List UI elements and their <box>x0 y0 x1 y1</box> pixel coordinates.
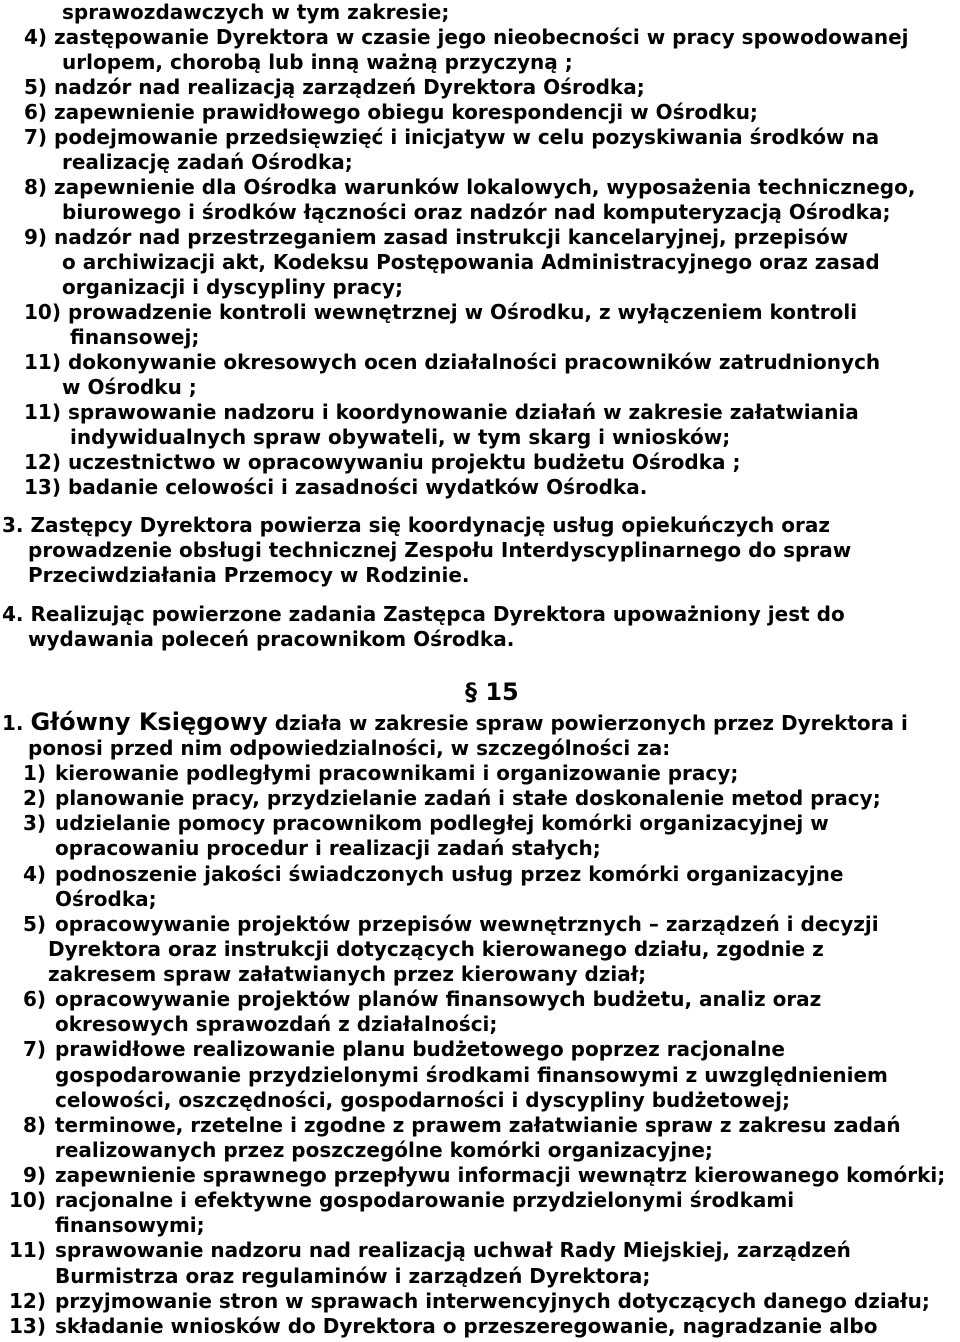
list-item <box>0 400 960 425</box>
paragraph-number: 1. <box>2 711 24 735</box>
paragraph-text: działa w zakresie spraw powierzonych przez Dyrektora i <box>274 711 908 735</box>
list-item-continuation: celowości, oszczędności, gospodarności i dyscypliny budżetowej; <box>55 1087 790 1112</box>
list-item-text: badanie celowości i zasadności wydatków Ośrodka. <box>67 475 648 499</box>
list-item-number: 4) <box>24 25 48 49</box>
list-item <box>0 25 960 50</box>
list-item <box>0 761 960 786</box>
list-item <box>0 786 960 811</box>
paragraph-text: Realizując powierzone zadania Zastępca Dyrektora upoważniony jest do <box>30 602 845 626</box>
list-item <box>0 175 960 200</box>
list-item-number: 7) <box>24 125 48 149</box>
list-item <box>0 225 960 250</box>
list-item-continuation: sprawozdawczych w tym zakresie; <box>62 0 450 24</box>
paragraph-line: ponosi przed nim odpowiedzialności, w szczególności za: <box>28 736 671 760</box>
list-item-continuation: realizowanych przez poszczególne komórki organizacyjne; <box>55 1137 713 1162</box>
list-item <box>0 1163 960 1188</box>
list-item-continuation: indywidualnych spraw obywateli, w tym skarg i wniosków; <box>70 425 731 449</box>
list-item-continuation: Ośrodka; <box>55 886 157 911</box>
list-item-text: opracowywanie projektów przepisów wewnętrznych – zarządzeń i decyzji <box>55 911 879 936</box>
list-item-number: 11) <box>9 1238 46 1263</box>
list-item <box>0 912 960 937</box>
list-item-number: 5) <box>24 75 48 99</box>
list-item-text: sprawowanie nadzoru nad realizacją uchwał Rady Miejskiej, zarządzeń <box>55 1238 851 1263</box>
list-item-number: 12) <box>9 1288 46 1313</box>
list-item-number: 5) <box>22 911 46 936</box>
list-item <box>0 350 960 375</box>
list-item <box>0 862 960 887</box>
list-item-continuation: Burmistrza oraz regulaminów i zarządzeń Dyrektora; <box>55 1263 651 1288</box>
list-item <box>0 1188 960 1213</box>
list-item-number: 13) <box>9 1313 46 1338</box>
list-item-continuation: urlopem, chorobą lub inną ważną przyczyną ; <box>62 50 573 74</box>
list-item-text: udzielanie pomocy pracownikom podległej komórki organizacyjnej w <box>55 811 829 836</box>
list-item-text: terminowe, rzetelne i zgodne z prawem załatwianie spraw z zakresu zadań <box>55 1112 901 1137</box>
list-item <box>0 1037 960 1062</box>
list-item-continuation: okresowych sprawozdań z działalności; <box>55 1012 498 1037</box>
list-item-number: 7) <box>22 1037 46 1062</box>
list-item-number: 8) <box>24 175 48 199</box>
list-item <box>0 100 960 125</box>
list-item <box>0 1238 960 1263</box>
list-item <box>0 75 960 100</box>
paragraph-line: Przeciwdziałania Przemocy w Rodzinie. <box>28 563 470 587</box>
list-item <box>0 987 960 1012</box>
list-item-number: 1) <box>22 761 46 785</box>
list-item-text: opracowywanie projektów planów finansowych budżetu, analiz oraz <box>55 987 822 1012</box>
list-item-number: 6) <box>24 100 48 124</box>
list-item <box>0 1113 960 1138</box>
list-item-number: 6) <box>22 987 46 1012</box>
deputy-duties-list <box>0 0 960 500</box>
list-item-number: 2) <box>22 786 46 811</box>
list-item-number: 4) <box>22 861 46 886</box>
list-item-continuation: finansowej; <box>70 325 200 349</box>
paragraph-line <box>0 708 960 736</box>
list-item-continuation: Dyrektora oraz instrukcji dotyczących kierowanego działu, zgodnie z <box>48 936 824 961</box>
list-item-text: zapewnienie dla Ośrodka warunków lokalowych, wyposażenia technicznego, <box>54 175 916 199</box>
list-item-text: nadzór nad realizacją zarządzeń Dyrektora Ośrodka; <box>54 75 645 99</box>
list-item <box>0 125 960 150</box>
list-item-number: 3) <box>22 811 46 836</box>
paragraph-text: Zastępcy Dyrektora powierza się koordynację usług opiekuńczych oraz <box>30 513 830 537</box>
list-item-continuation: zakresem spraw załatwianych przez kierowany dział; <box>48 962 647 986</box>
list-item-text: sprawowanie nadzoru i koordynowanie działań w zakresie załatwiania <box>67 400 859 424</box>
list-item-text: nadzór nad przestrzeganiem zasad instrukcji kancelaryjnej, przepisów <box>54 225 849 249</box>
list-item-text: zastępowanie Dyrektora w czasie jego nieobecności w pracy spowodowanej <box>54 25 909 49</box>
list-item-text: prawidłowe realizowanie planu budżetowego poprzez racjonalne <box>55 1037 785 1062</box>
list-item-text: zapewnienie prawidłowego obiegu korespondencji w Ośrodku; <box>54 100 758 124</box>
list-item-number: 11) <box>24 350 61 374</box>
list-item-continuation: realizację zadań Ośrodka; <box>62 150 353 174</box>
list-item-text: prowadzenie kontroli wewnętrznej w Ośrodku, z wyłączeniem kontroli <box>67 300 858 324</box>
list-item-text: składanie wniosków do Dyrektora o przeszeregowanie, nagradzanie albo <box>55 1313 878 1338</box>
list-item-continuation: finansowymi; <box>55 1213 205 1238</box>
list-item-continuation: organizacji i dyscypliny pracy; <box>62 275 403 299</box>
list-item-text: przyjmowanie stron w sprawach interwencyjnych dotyczących danego działu; <box>55 1288 930 1313</box>
list-item-number: 8) <box>22 1112 46 1137</box>
list-item-number: 10) <box>9 1188 46 1213</box>
list-item <box>0 811 960 836</box>
paragraph-line: wydawania poleceń pracownikom Ośrodka. <box>28 627 515 651</box>
paragraph-number: 3. <box>2 513 24 537</box>
paragraph-number: 4. <box>2 602 24 626</box>
list-item-text: planowanie pracy, przydzielanie zadań i stałe doskonalenie metod pracy; <box>55 786 881 811</box>
list-item-continuation: o archiwizacji akt, Kodeksu Postępowania Administracyjnego oraz zasad <box>62 250 880 274</box>
list-item-text: kierowanie podległymi pracownikami i organizowanie pracy; <box>55 761 739 785</box>
list-item <box>0 1289 960 1314</box>
list-item-text: podnoszenie jakości świadczonych usług przez komórki organizacyjne <box>55 861 844 886</box>
list-item-text: podejmowanie przedsięwzięć i inicjatyw w celu pozyskiwania środków na <box>54 125 880 149</box>
paragraph-line <box>0 602 960 627</box>
role-title: Główny Księgowy <box>30 708 268 736</box>
list-item-number: 9) <box>24 225 48 249</box>
list-item-continuation: opracowaniu procedur i realizacji zadań stałych; <box>55 836 601 861</box>
chief-accountant-duties-list <box>0 761 960 1339</box>
list-item <box>0 450 960 475</box>
section-heading: § 15 <box>465 678 519 706</box>
list-item-continuation: gospodarowanie przydzielonymi środkami finansowymi z uwzględnieniem <box>55 1062 888 1087</box>
list-item-text: uczestnictwo w opracowywaniu projektu budżetu Ośrodka ; <box>67 450 741 474</box>
list-item <box>0 1314 960 1339</box>
list-item-text: dokonywanie okresowych ocen działalności pracowników zatrudnionych <box>67 350 881 374</box>
paragraph-4 <box>0 602 960 652</box>
list-item <box>0 475 960 500</box>
list-item-text: racjonalne i efektywne gospodarowanie przydzielonymi środkami <box>55 1188 795 1213</box>
paragraph-3 <box>0 513 960 588</box>
paragraph-line: prowadzenie obsługi technicznej Zespołu Interdyscyplinarnego do spraw <box>28 538 852 562</box>
list-item-text: zapewnienie sprawnego przepływu informacji wewnątrz kierowanego komórki; <box>55 1163 946 1187</box>
list-item-continuation: w Ośrodku ; <box>62 375 197 399</box>
list-item-number: 9) <box>22 1163 46 1187</box>
list-item-number: 11) <box>24 400 61 424</box>
list-item-number: 13) <box>24 475 61 499</box>
list-item-number: 10) <box>24 300 61 324</box>
paragraph-line <box>0 513 960 538</box>
list-item <box>0 300 960 325</box>
paragraph-1 <box>0 708 960 761</box>
list-item-continuation: biurowego i środków łączności oraz nadzór nad komputeryzacją Ośrodka; <box>62 200 891 224</box>
list-item-number: 12) <box>24 450 61 474</box>
